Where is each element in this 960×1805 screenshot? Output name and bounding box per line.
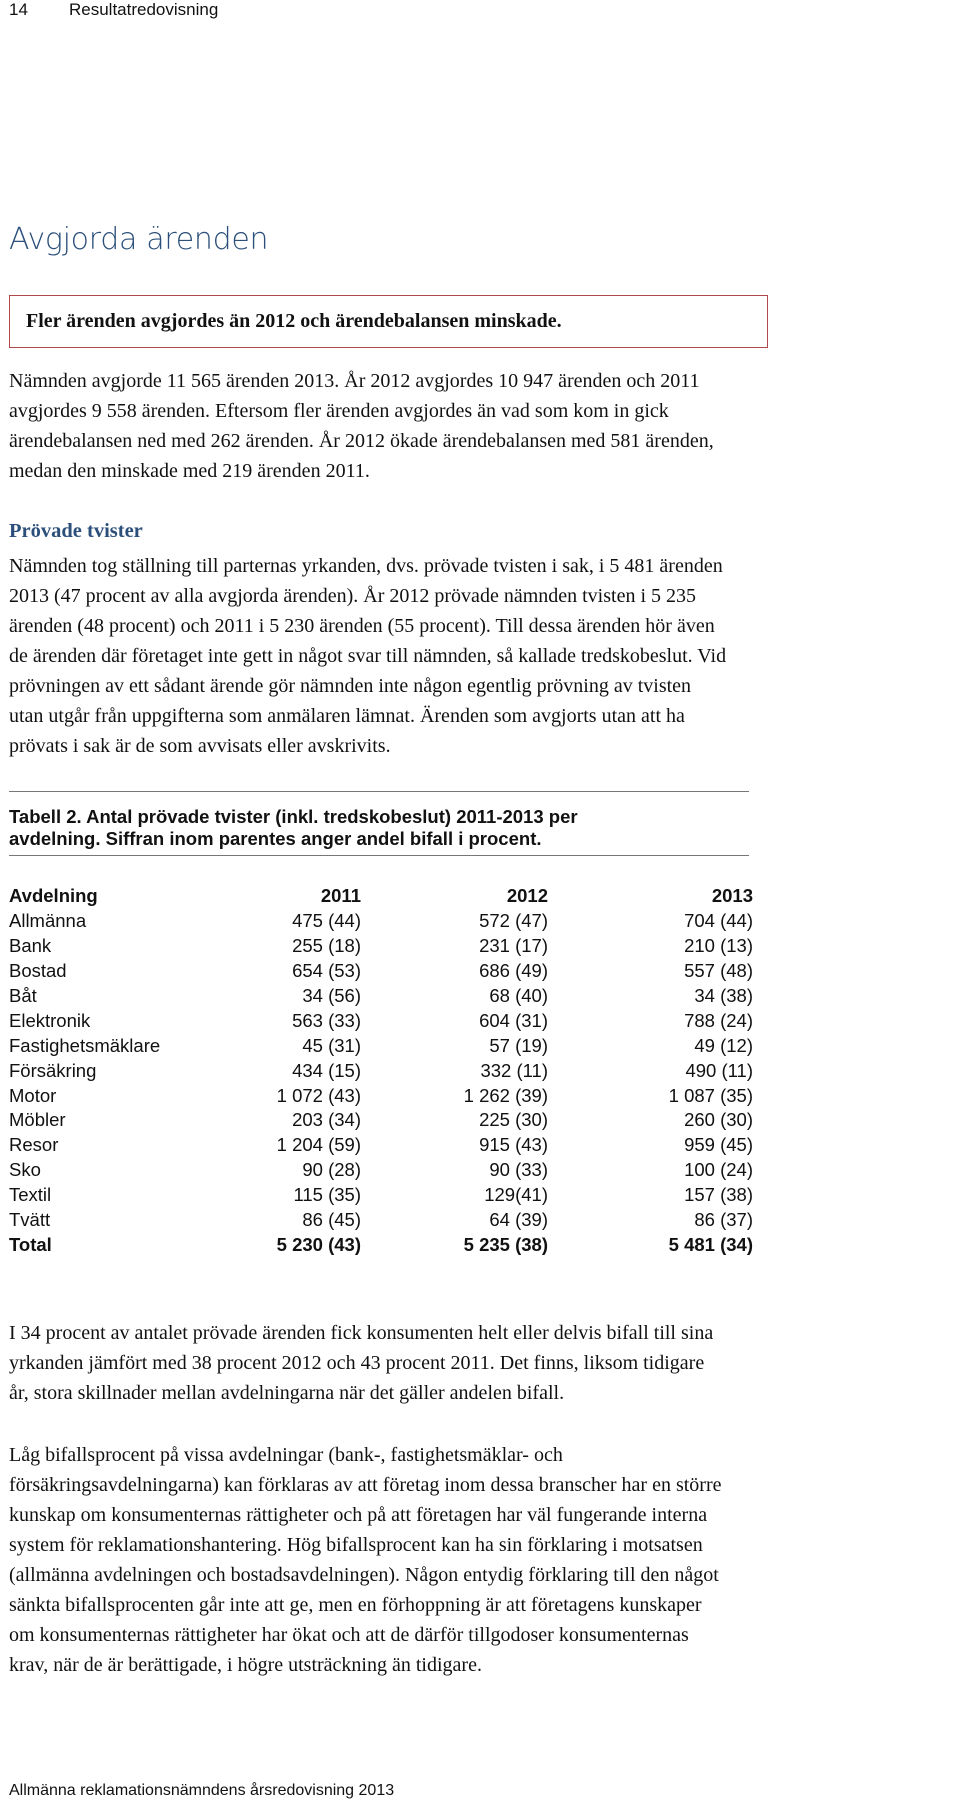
table-row	[9, 934, 753, 959]
table-row	[9, 1158, 753, 1183]
text-line: system för reklamationshantering. Hög bifallsprocent kan ha sin förklaring i motsatsen	[9, 1534, 703, 1556]
data-table	[9, 884, 753, 1257]
cell-2011: 86 (45)	[302, 1209, 361, 1231]
text-line: 2013 (47 procent av alla avgjorda ärenden). År 2012 prövade nämnden tvisten i 5 235	[9, 585, 697, 607]
cell-avdelning: Möbler	[9, 1109, 66, 1131]
text-line: de ärenden där företaget inte gett in något svar till nämnden, så kallade tredskobeslut. Vid	[9, 645, 727, 667]
text-line: kunskap om konsumenternas rättigheter och på att företagen har väl fungerande interna	[9, 1504, 708, 1526]
cell-2013: 49 (12)	[694, 1034, 753, 1056]
cell-2013: 959 (45)	[684, 1134, 753, 1156]
running-header-section: Resultatredovisning	[69, 0, 219, 19]
text-line: Tabell 2. Antal prövade tvister (inkl. tredskobeslut) 2011-2013 per	[9, 806, 578, 827]
cell-2012: 64 (39)	[489, 1209, 548, 1231]
cell-avdelning: Försäkring	[9, 1059, 97, 1081]
tvister-paragraph	[9, 551, 959, 761]
text-line: medan den minskade med 219 ärenden 2011.	[9, 460, 370, 482]
total-cell-avdelning: Total	[9, 1233, 52, 1255]
total-cell-2013: 5 481 (34)	[668, 1233, 753, 1255]
cell-avdelning: Tvätt	[9, 1209, 51, 1231]
text-line: prövningen av ett sådant ärende gör nämnden inte någon egentlig prövning av tvisten	[9, 675, 692, 697]
cell-avdelning: Sko	[9, 1159, 41, 1181]
cell-2011: 434 (15)	[292, 1059, 361, 1081]
table-row	[9, 1183, 753, 1208]
cell-2012: 686 (49)	[479, 960, 548, 982]
header-avdelning: Avdelning	[9, 885, 98, 907]
total-cell-2011: 5 230 (43)	[276, 1233, 361, 1255]
cell-avdelning: Båt	[9, 985, 37, 1006]
text-line: sänkta bifallsprocenten går inte att ge, men en förhoppning är att företagens kunskaper	[9, 1594, 702, 1616]
text-line: försäkringsavdelningarna) kan förklaras av att företag inom dessa branscher har en större	[9, 1474, 722, 1496]
table-row	[9, 909, 753, 934]
section-title: Avgjorda ärenden	[9, 222, 269, 257]
header-2012: 2012	[506, 885, 548, 907]
header-2011: 2011	[320, 885, 361, 907]
table-row	[9, 1108, 753, 1133]
cell-avdelning: Fastighetsmäklare	[9, 1034, 161, 1056]
text-line: ärenden (48 procent) och 2011 i 5 230 ärenden (55 procent). Till dessa ärenden hör även	[9, 615, 715, 637]
header-2013: 2013	[711, 885, 753, 907]
cell-2012: 129(41)	[484, 1184, 548, 1206]
cell-2012: 68 (40)	[489, 985, 548, 1006]
table-row	[9, 1033, 753, 1058]
cell-2013: 157 (38)	[684, 1184, 753, 1206]
text-line: yrkanden jämfört med 38 procent 2012 och 43 procent 2011. Det finns, liksom tidigare	[9, 1352, 705, 1374]
highlight-box: Fler ärenden avgjordes än 2012 och ärendebalansen minskade.	[9, 295, 768, 348]
text-line: om konsumenternas rättigheter har ökat och att de därför tillgodoser konsumenternas	[9, 1624, 689, 1646]
cell-2013: 86 (37)	[694, 1209, 753, 1231]
cell-2012: 90 (33)	[489, 1159, 548, 1181]
table-caption-rule-top	[9, 791, 749, 792]
intro-paragraph	[9, 366, 949, 486]
cell-2012: 332 (11)	[480, 1059, 548, 1081]
table-row	[9, 959, 753, 984]
cell-2013: 557 (48)	[684, 960, 753, 982]
cell-2012: 572 (47)	[479, 910, 548, 932]
cell-avdelning: Elektronik	[9, 1009, 91, 1031]
cell-2013: 100 (24)	[684, 1159, 753, 1181]
table-caption	[9, 806, 729, 850]
cell-2013: 210 (13)	[684, 935, 753, 957]
text-line: prövats i sak är de som avvisats eller avskrivits.	[9, 735, 391, 757]
text-line: avdelning. Siffran inom parentes anger andel bifall i procent.	[9, 828, 542, 849]
text-line: krav, när de är berättigade, i högre utsträckning än tidigare.	[9, 1654, 482, 1676]
text-line: Nämnden tog ställning till parternas yrkanden, dvs. prövade tvisten i sak, i 5 481 ärenden	[9, 555, 723, 577]
cell-avdelning: Bostad	[9, 960, 67, 982]
text-line: I 34 procent av antalet prövade ärenden fick konsumenten helt eller delvis bifall till sina	[9, 1322, 714, 1344]
total-cell-2012: 5 235 (38)	[463, 1233, 548, 1255]
cell-2012: 915 (43)	[479, 1134, 548, 1156]
cell-avdelning: Allmänna	[9, 910, 87, 932]
cell-avdelning: Bank	[9, 935, 52, 957]
cell-2012: 57 (19)	[489, 1034, 548, 1056]
cell-2011: 115 (35)	[293, 1184, 361, 1206]
table-total-row	[9, 1232, 753, 1257]
cell-2011: 563 (33)	[292, 1009, 361, 1031]
cell-2011: 255 (18)	[292, 935, 361, 957]
cell-2011: 90 (28)	[302, 1159, 361, 1181]
table-row	[9, 1208, 753, 1233]
table-row	[9, 984, 753, 1009]
cell-2013: 490 (11)	[685, 1059, 753, 1081]
cell-2013: 788 (24)	[684, 1009, 753, 1031]
text-line: (allmänna avdelningen och bostadsavdelningen). Någon entydig förklaring till den något	[9, 1564, 719, 1586]
cell-2011: 45 (31)	[302, 1034, 361, 1056]
subheading-provade-tvister: Prövade tvister	[9, 520, 143, 542]
page-number: 14	[9, 0, 28, 19]
cell-2011: 34 (56)	[302, 985, 361, 1006]
table-body	[9, 909, 753, 1257]
cell-avdelning: Resor	[9, 1134, 59, 1156]
table-row	[9, 1133, 753, 1158]
page-footer: Allmänna reklamationsnämndens årsredovisning 2013	[9, 1782, 395, 1799]
text-line: utan utgår från uppgifterna som anmälaren lämnat. Ärenden som avgjorts utan att ha	[9, 705, 685, 727]
cell-avdelning: Textil	[9, 1184, 52, 1206]
text-line: avgjordes 9 558 ärenden. Eftersom fler ärenden avgjordes än vad som kom in gick	[9, 400, 669, 422]
result-paragraph	[9, 1318, 959, 1408]
explanation-paragraph	[9, 1440, 959, 1680]
cell-2012: 231 (17)	[479, 935, 548, 957]
cell-2013: 704 (44)	[684, 910, 753, 932]
cell-2013: 34 (38)	[694, 985, 753, 1006]
cell-avdelning: Motor	[9, 1084, 57, 1106]
cell-2012: 604 (31)	[479, 1009, 548, 1031]
cell-2012: 225 (30)	[479, 1109, 548, 1131]
text-line: år, stora skillnader mellan avdelningarna när det gäller andelen bifall.	[9, 1382, 565, 1404]
table-row	[9, 1008, 753, 1033]
page-header	[9, 0, 218, 20]
cell-2011: 1 204 (59)	[276, 1134, 361, 1156]
cell-2013: 260 (30)	[684, 1109, 753, 1131]
text-line: Nämnden avgjorde 11 565 ärenden 2013. År 2012 avgjordes 10 947 ärenden och 2011	[9, 370, 700, 392]
table-header-row	[9, 884, 753, 909]
cell-2011: 475 (44)	[292, 910, 361, 932]
table-caption-rule-bottom	[9, 855, 749, 856]
cell-2012: 1 262 (39)	[463, 1084, 548, 1106]
cell-2011: 654 (53)	[292, 960, 361, 982]
table-row	[9, 1058, 753, 1083]
text-line: Låg bifallsprocent på vissa avdelningar (bank-, fastighetsmäklar- och	[9, 1444, 563, 1466]
text-line: ärendebalansen ned med 262 ärenden. År 2012 ökade ärendebalansen med 581 ärenden,	[9, 430, 714, 452]
cell-2011: 203 (34)	[292, 1109, 361, 1131]
cell-2013: 1 087 (35)	[668, 1084, 753, 1106]
table-row	[9, 1083, 753, 1108]
cell-2011: 1 072 (43)	[276, 1084, 361, 1106]
